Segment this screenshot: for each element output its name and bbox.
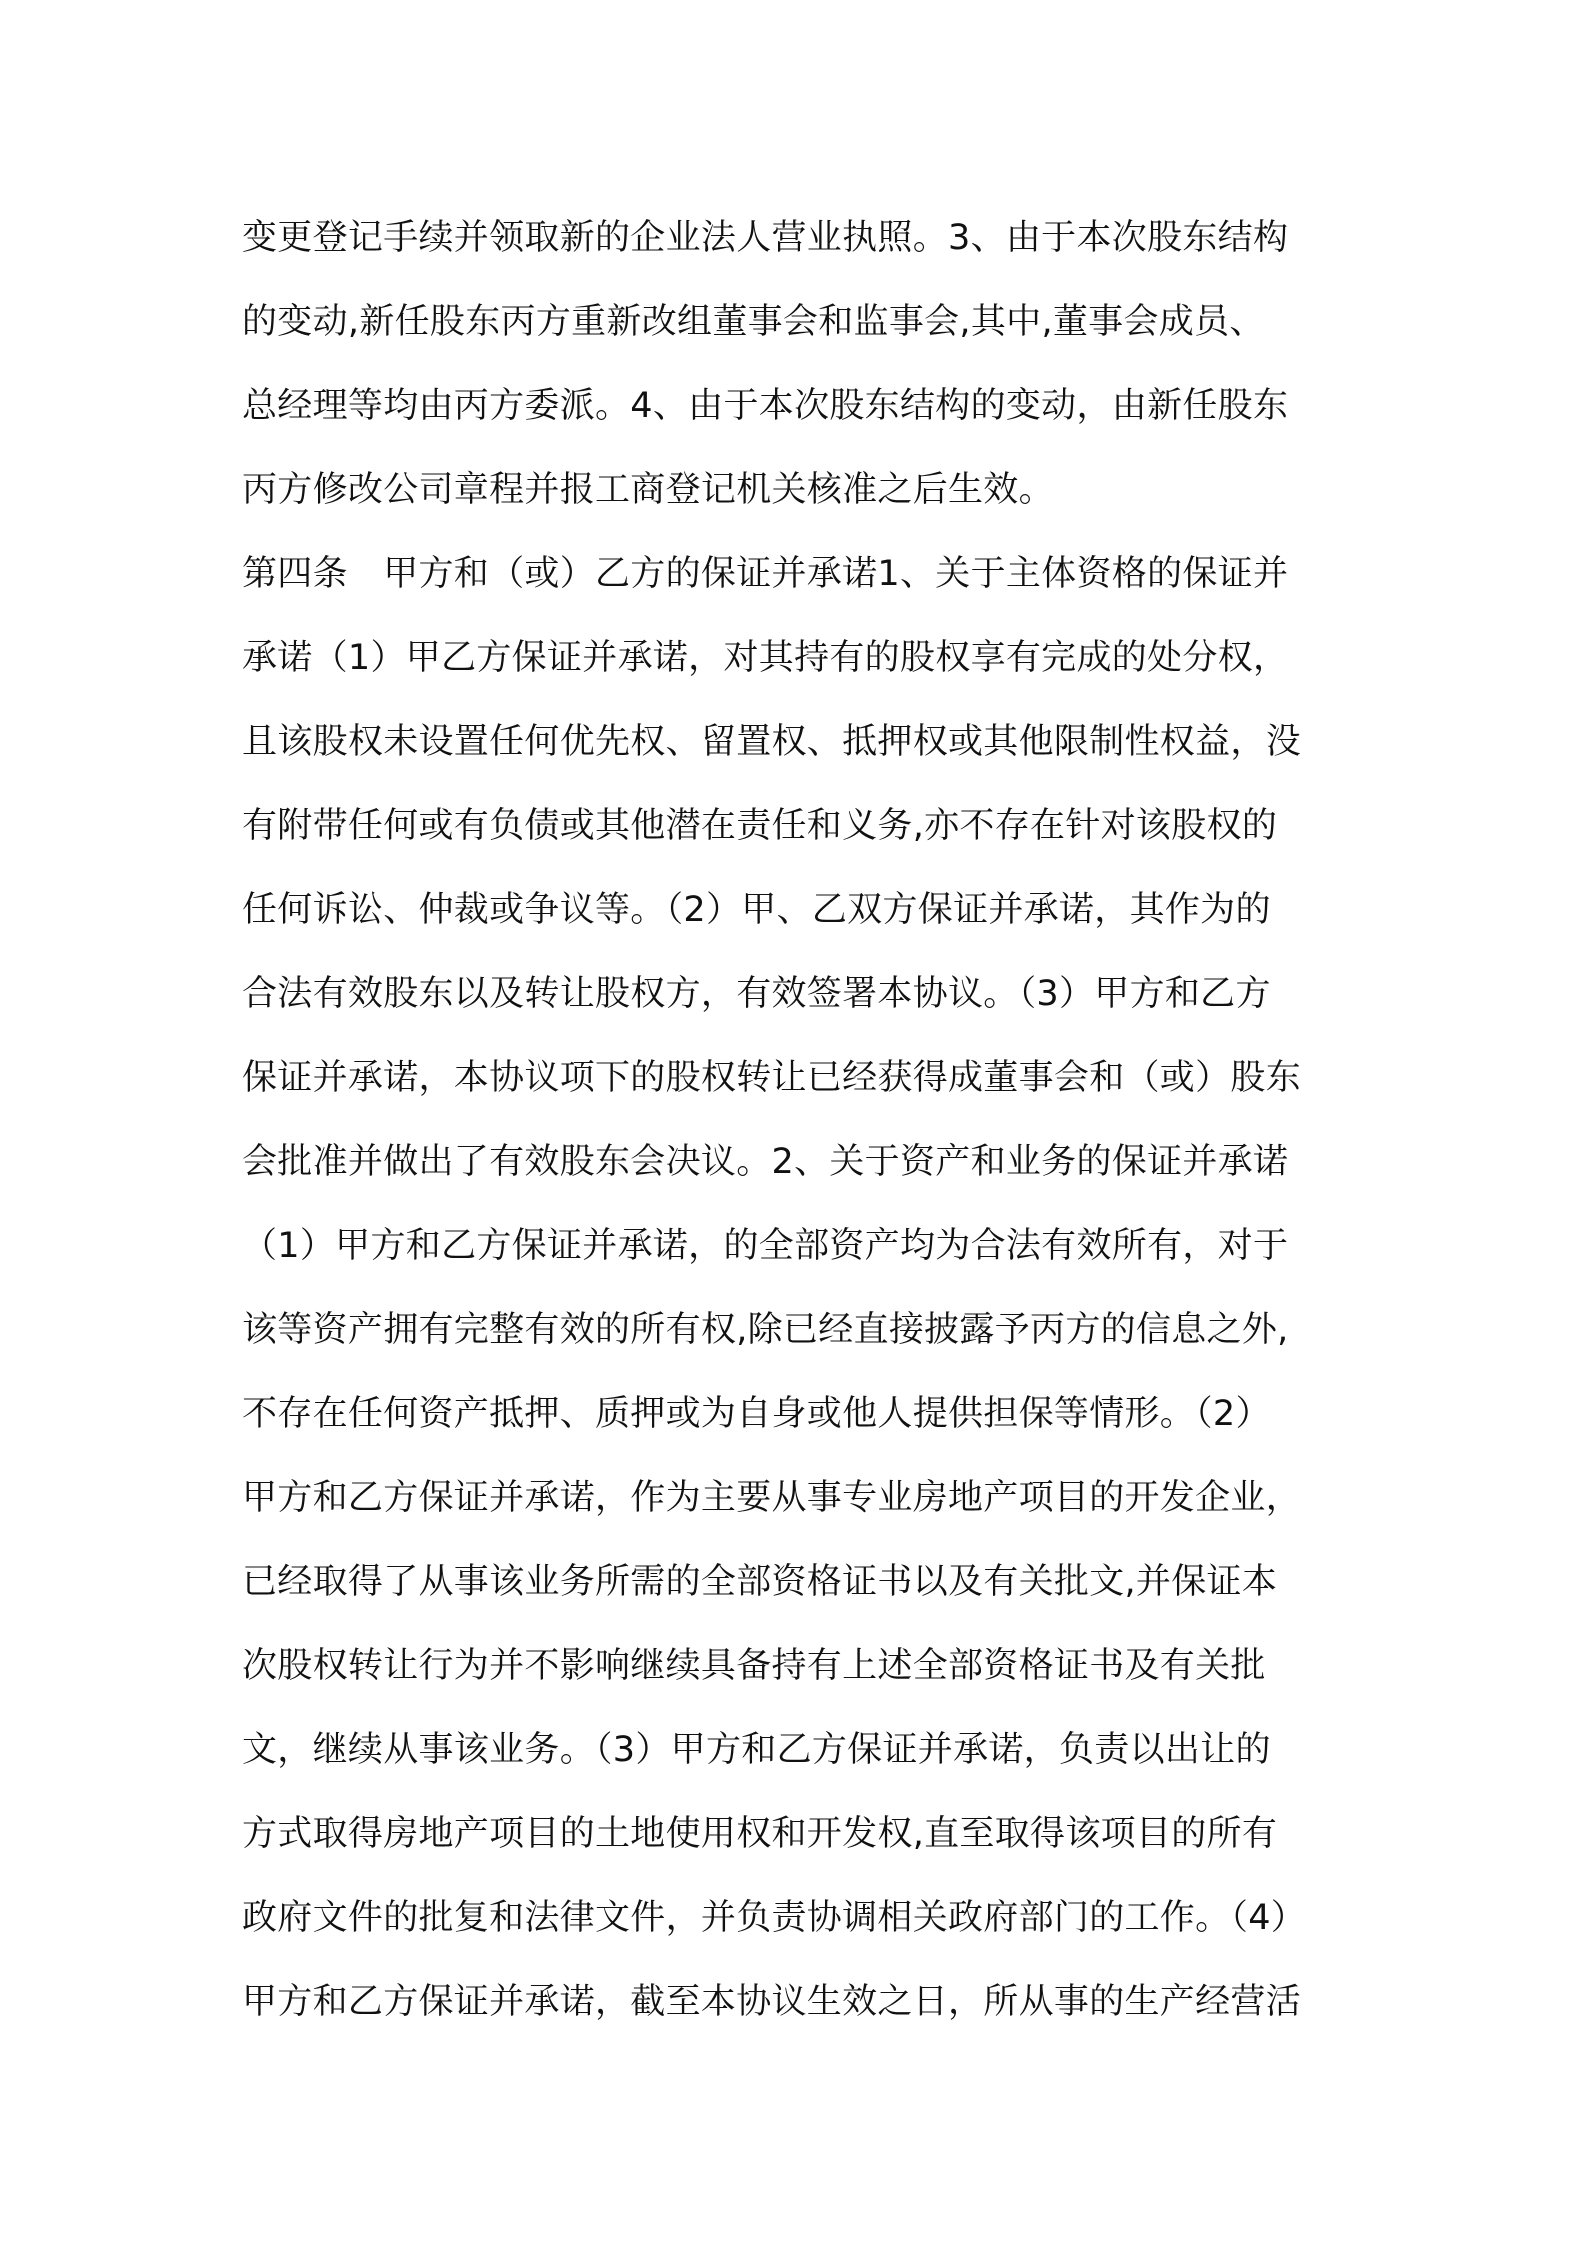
text-line: 该等资产拥有完整有效的所有权,除已经直接披露予丙方的信息之外, xyxy=(242,1310,1289,1350)
text-line: 会批准并做出了有效股东会决议。2、关于资产和业务的保证并承诺 xyxy=(242,1142,1289,1182)
text-line: 方式取得房地产项目的土地使用权和开发权,直至取得该项目的所有 xyxy=(242,1814,1278,1854)
text-line: 的变动,新任股东丙方重新改组董事会和监事会,其中,董事会成员、 xyxy=(242,302,1265,342)
text-line: 承诺（1）甲乙方保证并承诺，对其持有的股权享有完成的处分权， xyxy=(242,638,1289,678)
text-line: 文，继续从事该业务。（3）甲方和乙方保证并承诺，负责以出让的 xyxy=(242,1730,1271,1770)
article-heading-line: 第四条 甲方和（或）乙方的保证并承诺1、关于主体资格的保证并 xyxy=(242,554,1289,594)
text-line: 甲方和乙方保证并承诺，作为主要从事专业房地产项目的开发企业， xyxy=(242,1478,1302,1518)
text-line: 甲方和乙方保证并承诺，截至本协议生效之日，所从事的生产经营活 xyxy=(242,1982,1302,2022)
text-line: 已经取得了从事该业务所需的全部资格证书以及有关批文,并保证本 xyxy=(242,1562,1278,1602)
text-line: （1）甲方和乙方保证并承诺，的全部资产均为合法有效所有，对于 xyxy=(242,1226,1289,1266)
body-text xyxy=(242,196,1372,2044)
text-line: 丙方修改公司章程并报工商登记机关核准之后生效。 xyxy=(242,470,1054,510)
text-line: 不存在任何资产抵押、质押或为自身或他人提供担保等情形。（2） xyxy=(242,1394,1271,1434)
text-line: 变更登记手续并领取新的企业法人营业执照。3、由于本次股东结构 xyxy=(242,218,1289,258)
text-line: 政府文件的批复和法律文件，并负责协调相关政府部门的工作。（4） xyxy=(242,1898,1307,1938)
text-line: 次股权转让行为并不影响继续具备持有上述全部资格证书及有关批 xyxy=(242,1646,1266,1686)
text-line: 有附带任何或有负债或其他潜在责任和义务,亦不存在针对该股权的 xyxy=(242,806,1278,846)
text-line: 总经理等均由丙方委派。4、由于本次股东结构的变动，由新任股东 xyxy=(242,386,1289,426)
text-line: 且该股权未设置任何优先权、留置权、抵押权或其他限制性权益，没 xyxy=(242,722,1302,762)
text-line: 任何诉讼、仲裁或争议等。（2）甲、乙双方保证并承诺，其作为的 xyxy=(242,890,1271,930)
text-line: 保证并承诺，本协议项下的股权转让已经获得成董事会和（或）股东 xyxy=(242,1058,1302,1098)
text-line: 合法有效股东以及转让股权方，有效签署本协议。（3）甲方和乙方 xyxy=(242,974,1271,1014)
